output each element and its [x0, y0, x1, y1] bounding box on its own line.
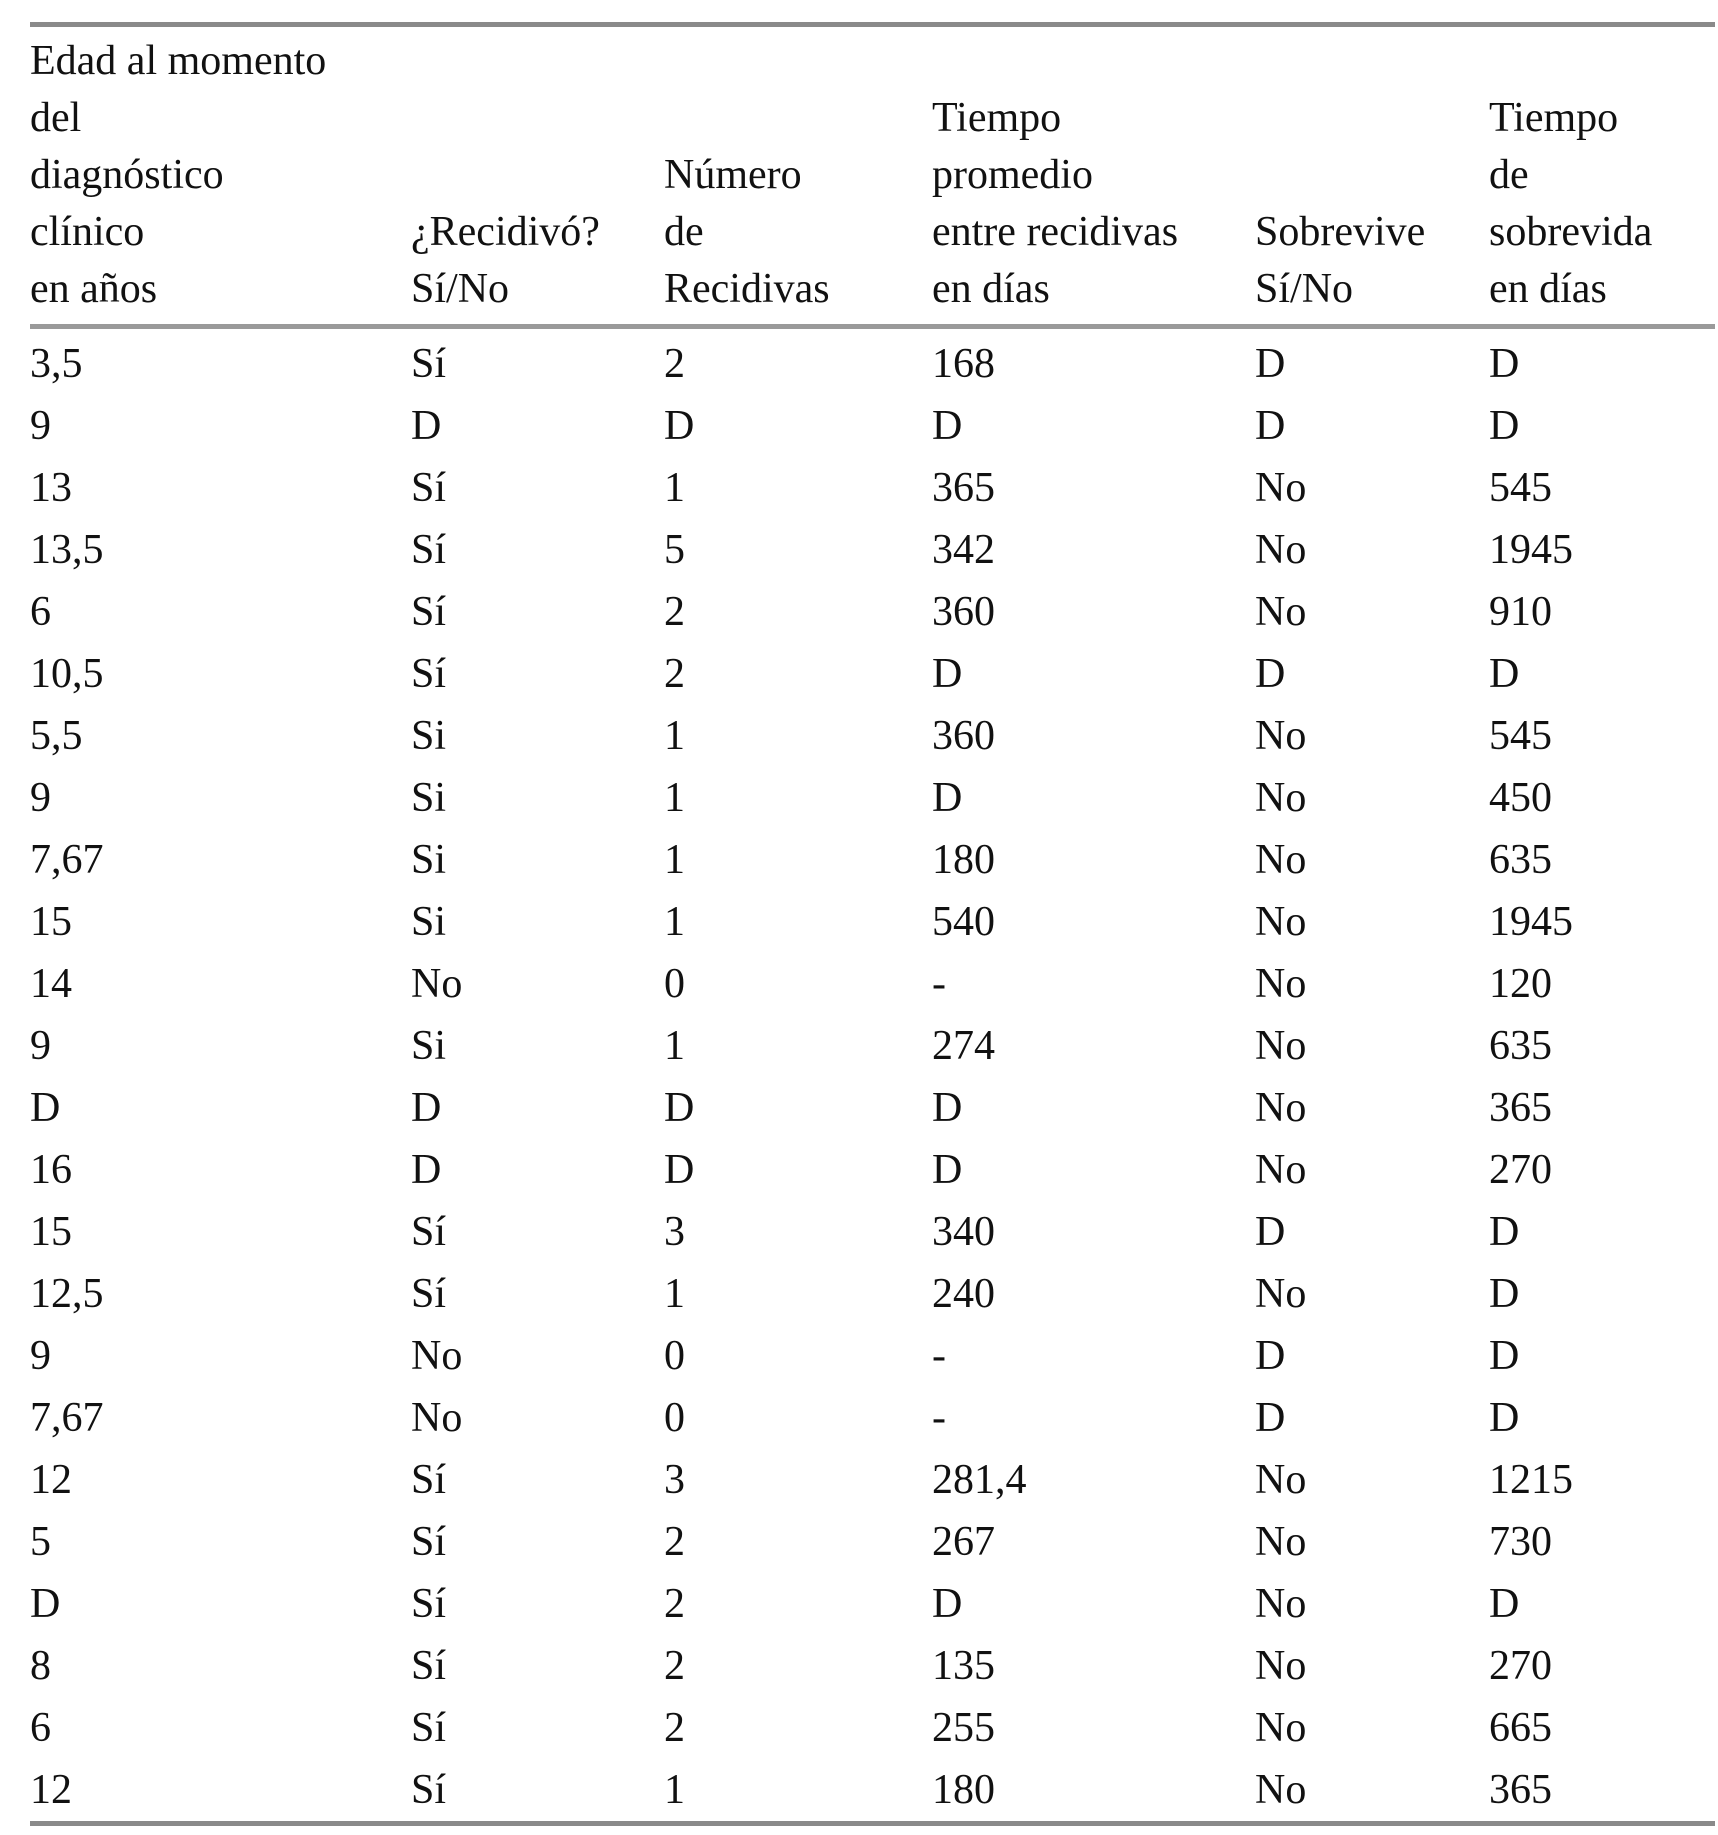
cell-recurrence-count: 0 — [664, 1333, 685, 1379]
header-survives: Sobrevive Sí/No — [1255, 209, 1426, 312]
cell-age: 12 — [30, 1457, 72, 1503]
cell-survives: No — [1255, 527, 1307, 573]
cell-age: 16 — [30, 1147, 72, 1193]
cell-recurred: Sí — [411, 651, 447, 697]
cell-age: 5 — [30, 1519, 51, 1565]
cell-survives: No — [1255, 1147, 1307, 1193]
cell-survives: No — [1255, 1581, 1307, 1627]
cell-mean-time: D — [932, 775, 963, 821]
table-row — [30, 519, 1715, 581]
cell-mean-time: - — [932, 1333, 946, 1379]
cell-age: D — [30, 1085, 61, 1131]
cell-recurred: D — [411, 1085, 442, 1131]
cell-mean-time: 360 — [932, 713, 995, 759]
cell-recurred: D — [411, 1147, 442, 1193]
table-row — [30, 1325, 1715, 1387]
data-table — [30, 27, 1715, 324]
cell-recurrence-count: 1 — [664, 1271, 685, 1317]
table-row — [30, 767, 1715, 829]
cell-mean-time: D — [932, 1085, 963, 1131]
cell-survives: No — [1255, 837, 1307, 883]
cell-survival-time: 1945 — [1489, 899, 1573, 945]
cell-age: 13 — [30, 465, 72, 511]
cell-survives: No — [1255, 1023, 1307, 1069]
cell-survival-time: 545 — [1489, 713, 1552, 759]
table-row — [30, 457, 1715, 519]
cell-mean-time: 180 — [932, 1767, 995, 1813]
cell-recurred: Sí — [411, 1705, 447, 1751]
cell-age: D — [30, 1581, 61, 1627]
cell-survives: No — [1255, 775, 1307, 821]
cell-survives: No — [1255, 465, 1307, 511]
cell-recurrence-count: 3 — [664, 1457, 685, 1503]
cell-recurrence-count: 0 — [664, 961, 685, 1007]
cell-survival-time: 270 — [1489, 1643, 1552, 1689]
table-bottom-rule — [30, 1821, 1715, 1826]
cell-survives: No — [1255, 1271, 1307, 1317]
cell-survival-time: 120 — [1489, 961, 1552, 1007]
header-row — [30, 27, 1715, 324]
cell-recurrence-count: 2 — [664, 1643, 685, 1689]
cell-age: 13,5 — [30, 527, 104, 573]
header-mean-time-between-recurrences: Tiempo promedio entre recidivas en días — [932, 95, 1179, 312]
cell-age: 6 — [30, 1705, 51, 1751]
cell-mean-time: 274 — [932, 1023, 995, 1069]
cell-recurrence-count: 3 — [664, 1209, 685, 1255]
cell-recurrence-count: 2 — [664, 1581, 685, 1627]
cell-mean-time: - — [932, 1395, 946, 1441]
table-row — [30, 1635, 1715, 1697]
cell-recurrence-count: 1 — [664, 1767, 685, 1813]
cell-survives: No — [1255, 1643, 1307, 1689]
cell-recurrence-count: 0 — [664, 1395, 685, 1441]
cell-survival-time: 730 — [1489, 1519, 1552, 1565]
cell-survival-time: 450 — [1489, 775, 1552, 821]
cell-survives: D — [1255, 1209, 1286, 1255]
cell-survives: No — [1255, 1085, 1307, 1131]
cell-mean-time: D — [932, 1581, 963, 1627]
cell-mean-time: 240 — [932, 1271, 995, 1317]
cell-age: 9 — [30, 403, 51, 449]
header-recurred: ¿Recidivó? Sí/No — [411, 209, 600, 312]
cell-recurred: Sí — [411, 1519, 447, 1565]
cell-recurrence-count: 1 — [664, 837, 685, 883]
cell-recurrence-count: 2 — [664, 589, 685, 635]
table-row — [30, 705, 1715, 767]
table-row — [30, 1573, 1715, 1635]
cell-survival-time: D — [1489, 1581, 1520, 1627]
cell-recurrence-count: 1 — [664, 465, 685, 511]
cell-age: 9 — [30, 1333, 51, 1379]
cell-recurred: No — [411, 1333, 463, 1379]
cell-survival-time: D — [1489, 1333, 1520, 1379]
cell-recurrence-count: D — [664, 1147, 695, 1193]
cell-survival-time: 270 — [1489, 1147, 1552, 1193]
cell-age: 15 — [30, 1209, 72, 1255]
cell-age: 12 — [30, 1767, 72, 1813]
cell-survives: No — [1255, 1767, 1307, 1813]
cell-mean-time: D — [932, 403, 963, 449]
table-row — [30, 581, 1715, 643]
cell-survival-time: 910 — [1489, 589, 1552, 635]
cell-mean-time: 360 — [932, 589, 995, 635]
cell-recurrence-count: 1 — [664, 775, 685, 821]
cell-recurrence-count: 2 — [664, 651, 685, 697]
cell-survival-time: 1215 — [1489, 1457, 1573, 1503]
cell-recurrence-count: 2 — [664, 1705, 685, 1751]
cell-recurred: Si — [411, 775, 447, 821]
cell-recurred: Sí — [411, 1767, 447, 1813]
header-number-of-recurrences: Número de Recidivas — [664, 152, 830, 312]
cell-mean-time: 281,4 — [932, 1457, 1027, 1503]
cell-recurred: Sí — [411, 589, 447, 635]
table-row — [30, 1387, 1715, 1449]
cell-recurrence-count: D — [664, 403, 695, 449]
cell-survival-time: D — [1489, 1209, 1520, 1255]
cell-age: 3,5 — [30, 341, 83, 387]
cell-recurred: Si — [411, 837, 447, 883]
table-row — [30, 953, 1715, 1015]
data-table-body — [30, 329, 1715, 1821]
cell-mean-time: D — [932, 1147, 963, 1193]
cell-survives: D — [1255, 403, 1286, 449]
table-header — [30, 27, 1715, 324]
cell-mean-time: 168 — [932, 341, 995, 387]
cell-age: 7,67 — [30, 1395, 104, 1441]
cell-survival-time: 665 — [1489, 1705, 1552, 1751]
cell-recurrence-count: 2 — [664, 341, 685, 387]
table-row — [30, 1449, 1715, 1511]
cell-recurred: D — [411, 403, 442, 449]
table-row — [30, 1263, 1715, 1325]
table-row — [30, 1139, 1715, 1201]
table-row — [30, 1201, 1715, 1263]
cell-survives: No — [1255, 589, 1307, 635]
cell-recurrence-count: 5 — [664, 527, 685, 573]
table-row — [30, 1697, 1715, 1759]
cell-recurrence-count: 2 — [664, 1519, 685, 1565]
cell-recurred: Si — [411, 713, 447, 759]
cell-survives: No — [1255, 1519, 1307, 1565]
table-row — [30, 829, 1715, 891]
cell-survival-time: 635 — [1489, 837, 1552, 883]
cell-recurred: No — [411, 961, 463, 1007]
header-survival-time: Tiempo de sobrevida en días — [1489, 95, 1653, 312]
cell-survival-time: D — [1489, 341, 1520, 387]
cell-recurrence-count: 1 — [664, 713, 685, 759]
cell-recurred: Sí — [411, 1271, 447, 1317]
cell-survives: D — [1255, 651, 1286, 697]
cell-recurred: Sí — [411, 1581, 447, 1627]
cell-recurred: Sí — [411, 341, 447, 387]
cell-survives: D — [1255, 1333, 1286, 1379]
cell-survival-time: 1945 — [1489, 527, 1573, 573]
table-row — [30, 1077, 1715, 1139]
cell-survives: No — [1255, 1457, 1307, 1503]
table-row — [30, 395, 1715, 457]
cell-age: 6 — [30, 589, 51, 635]
table-row — [30, 643, 1715, 705]
cell-recurrence-count: 1 — [664, 899, 685, 945]
cell-recurred: Sí — [411, 465, 447, 511]
table-body — [30, 329, 1715, 1821]
cell-recurred: Si — [411, 1023, 447, 1069]
cell-mean-time: 135 — [932, 1643, 995, 1689]
cell-recurrence-count: D — [664, 1085, 695, 1131]
cell-survives: D — [1255, 1395, 1286, 1441]
cell-age: 12,5 — [30, 1271, 104, 1317]
table-row — [30, 1511, 1715, 1573]
cell-mean-time: D — [932, 651, 963, 697]
cell-survival-time: 365 — [1489, 1767, 1552, 1813]
cell-mean-time: 365 — [932, 465, 995, 511]
cell-age: 10,5 — [30, 651, 104, 697]
cell-survival-time: D — [1489, 1395, 1520, 1441]
table-row — [30, 1015, 1715, 1077]
cell-mean-time: 342 — [932, 527, 995, 573]
cell-survival-time: 545 — [1489, 465, 1552, 511]
cell-recurred: Si — [411, 899, 447, 945]
cell-survival-time: D — [1489, 403, 1520, 449]
cell-age: 9 — [30, 775, 51, 821]
cell-recurred: Sí — [411, 1643, 447, 1689]
cell-age: 9 — [30, 1023, 51, 1069]
cell-survives: No — [1255, 1705, 1307, 1751]
cell-mean-time: - — [932, 961, 946, 1007]
cell-survives: D — [1255, 341, 1286, 387]
cell-survives: No — [1255, 961, 1307, 1007]
cell-age: 14 — [30, 961, 72, 1007]
cell-age: 5,5 — [30, 713, 83, 759]
cell-recurred: Sí — [411, 1209, 447, 1255]
cell-recurred: Sí — [411, 1457, 447, 1503]
cell-recurred: No — [411, 1395, 463, 1441]
table-row — [30, 1759, 1715, 1821]
cell-survives: No — [1255, 713, 1307, 759]
cell-survives: No — [1255, 899, 1307, 945]
cell-survival-time: 635 — [1489, 1023, 1552, 1069]
cell-survival-time: D — [1489, 651, 1520, 697]
cell-survival-time: D — [1489, 1271, 1520, 1317]
table-row — [30, 891, 1715, 953]
cell-mean-time: 255 — [932, 1705, 995, 1751]
data-table-container — [30, 22, 1715, 1826]
cell-age: 15 — [30, 899, 72, 945]
cell-age: 8 — [30, 1643, 51, 1689]
header-age-at-diagnosis: Edad al momento del diagnóstico clínico en años — [30, 38, 327, 312]
cell-mean-time: 340 — [932, 1209, 995, 1255]
cell-age: 7,67 — [30, 837, 104, 883]
cell-survival-time: 365 — [1489, 1085, 1552, 1131]
cell-mean-time: 540 — [932, 899, 995, 945]
table-row — [30, 329, 1715, 395]
cell-recurred: Sí — [411, 527, 447, 573]
cell-mean-time: 180 — [932, 837, 995, 883]
cell-mean-time: 267 — [932, 1519, 995, 1565]
cell-recurrence-count: 1 — [664, 1023, 685, 1069]
